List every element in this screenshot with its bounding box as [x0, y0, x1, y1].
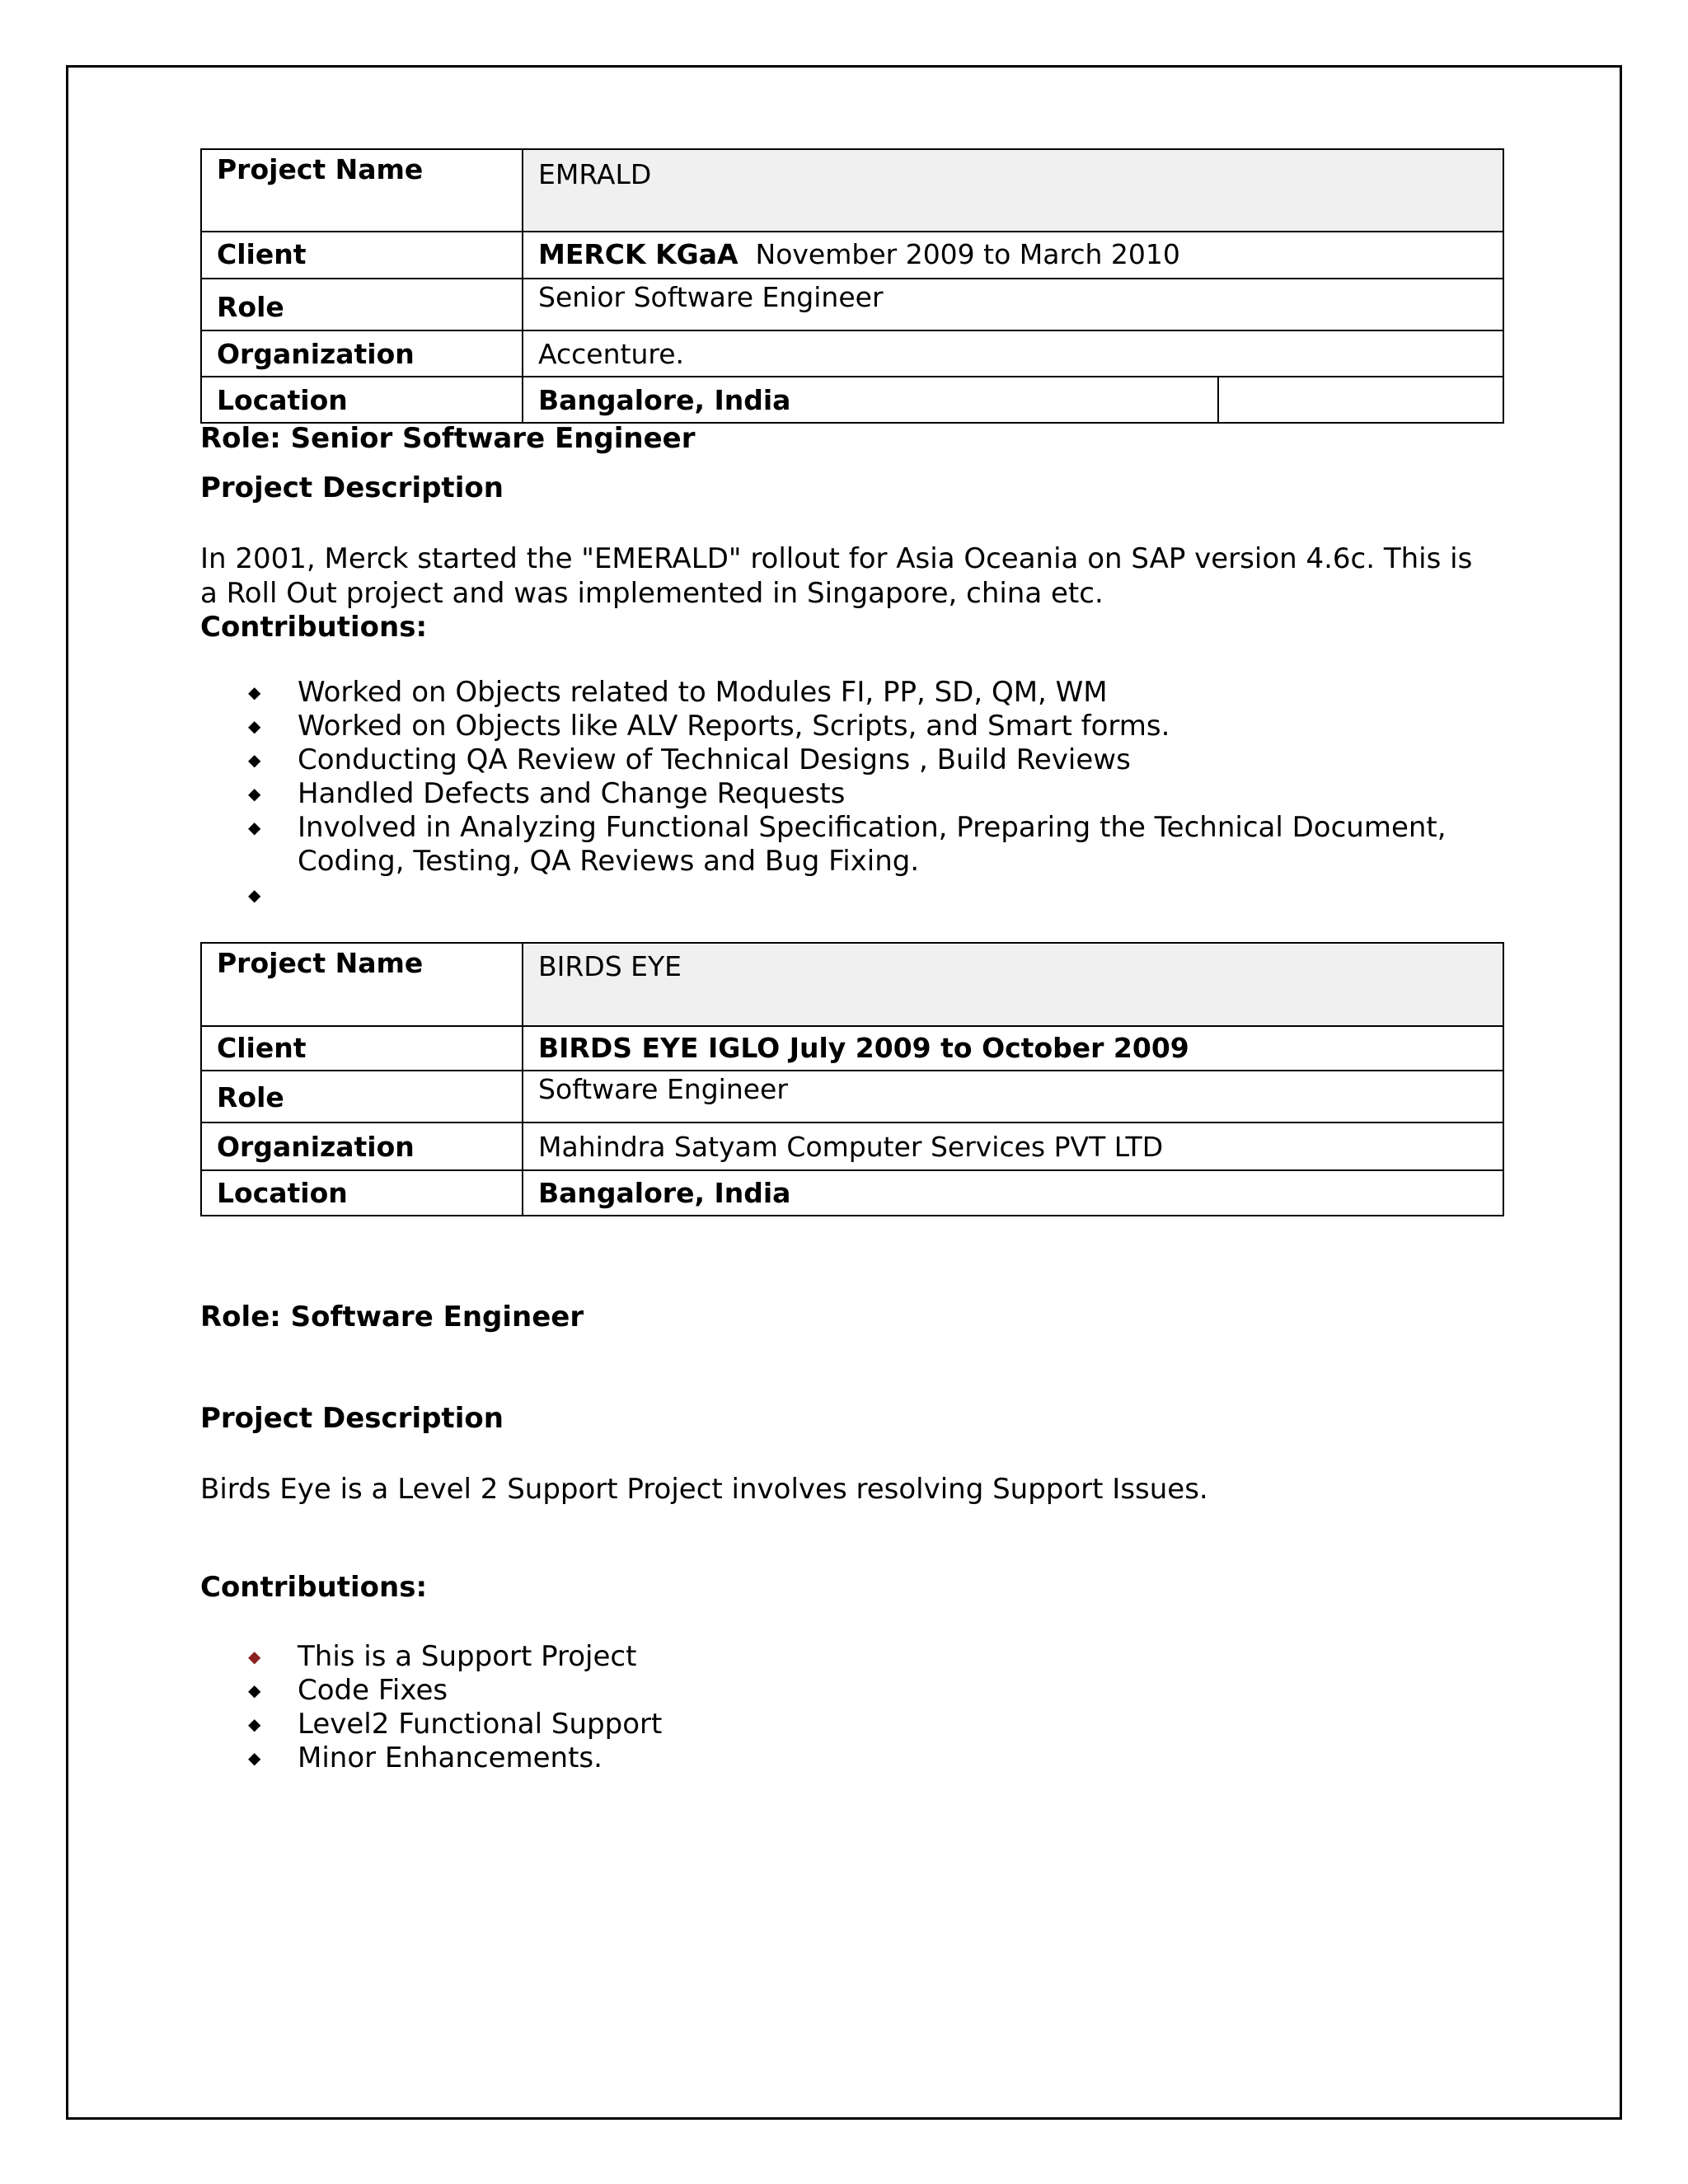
project2-description: Birds Eye is a Level 2 Support Project involves resolving Support Issues.: [200, 1473, 1208, 1506]
bullet-icon: ◆: [248, 750, 261, 770]
list-item: [200, 879, 1536, 912]
project2-client-label: Client: [201, 1026, 523, 1071]
project1-location-divider: [1217, 377, 1219, 422]
project1-table: [200, 148, 1504, 424]
project2-client-value: BIRDS EYE IGLO July 2009 to October 2009: [523, 1026, 1503, 1071]
project1-client-name: MERCK KGaA: [538, 238, 738, 270]
project1-description-line2: a Roll Out project and was implemented in Singapore, china etc.: [200, 577, 1104, 610]
project2-name-value: BIRDS EYE: [523, 943, 1503, 1026]
project1-desc-heading: Project Description: [200, 471, 504, 504]
project2-table: [200, 942, 1504, 1216]
project1-location-value: [523, 377, 1503, 423]
bullet-icon: ◆: [248, 1714, 261, 1734]
project2-location-value: Bangalore, India: [523, 1170, 1503, 1216]
project1-location-label: Location: [201, 377, 523, 423]
bullet-icon: ◆: [248, 1680, 261, 1700]
list-item: ◆ Handled Defects and Change Requests: [248, 777, 846, 810]
project1-location-text: Bangalore, India: [538, 384, 791, 416]
project1-client-value: [523, 232, 1503, 279]
bullet-icon: ◆: [248, 716, 261, 736]
list-item: ◆ Involved in Analyzing Functional Specification, Preparing the Technical Document, Coding, Testing, QA Reviews and Bug Fixing.: [248, 811, 1447, 878]
project1-description: [200, 541, 1536, 611]
bullet-icon: ◆: [248, 1748, 261, 1768]
project1-role-value: Senior Software Engineer: [523, 279, 1503, 330]
project1-org-label: Organization: [201, 330, 523, 377]
project2-org-label: Organization: [201, 1122, 523, 1170]
project2-name-label: Project Name: [201, 943, 523, 1026]
list-item: ◆ Code Fixes: [248, 1674, 448, 1707]
project1-client-dates: November 2009 to March 2010: [755, 238, 1180, 270]
project1-description-line1: In 2001, Merck started the "EMERALD" rollout for Asia Oceania on SAP version 4.6c. This is: [200, 542, 1473, 575]
list-item: ◆ Conducting QA Review of Technical Designs , Build Reviews: [248, 743, 1131, 776]
bullet-icon: ◆: [248, 1647, 261, 1666]
list-item: ◆ This is a Support Project: [248, 1640, 637, 1673]
bullet-icon: ◆: [248, 682, 261, 702]
list-item: ◆ Worked on Objects like ALV Reports, Scripts, and Smart forms.: [248, 710, 1170, 743]
project2-desc-heading: Project Description: [200, 1402, 504, 1435]
project2-role-value: Software Engineer: [523, 1071, 1503, 1122]
list-item: ◆ Level2 Functional Support: [248, 1708, 663, 1741]
project1-contrib-heading: Contributions:: [200, 611, 428, 644]
project2-contrib-heading: Contributions:: [200, 1571, 428, 1604]
bullet-icon: ◆: [248, 818, 261, 837]
bullet-icon: ◆: [248, 885, 261, 905]
project1-name-label: Project Name: [201, 149, 523, 232]
bullet-icon: ◆: [248, 784, 261, 804]
project1-client-label: Client: [201, 232, 523, 279]
project2-location-label: Location: [201, 1170, 523, 1216]
project1-role-heading: Role: Senior Software Engineer: [200, 422, 696, 455]
list-item: ◆ Worked on Objects related to Modules FI, PP, SD, QM, WM: [248, 676, 1108, 709]
project1-org-value: Accenture.: [523, 330, 1503, 377]
project1-contributions: [200, 676, 1536, 912]
project2-contributions: [200, 1640, 1536, 1775]
project2-role-heading: Role: Software Engineer: [200, 1301, 584, 1333]
project1-name-value: EMRALD: [523, 149, 1503, 232]
project2-role-label: Role: [201, 1071, 523, 1122]
project1-role-label: Role: [201, 279, 523, 330]
project2-org-value: Mahindra Satyam Computer Services PVT LTD: [523, 1122, 1503, 1170]
list-item: ◆ Minor Enhancements.: [248, 1741, 603, 1774]
